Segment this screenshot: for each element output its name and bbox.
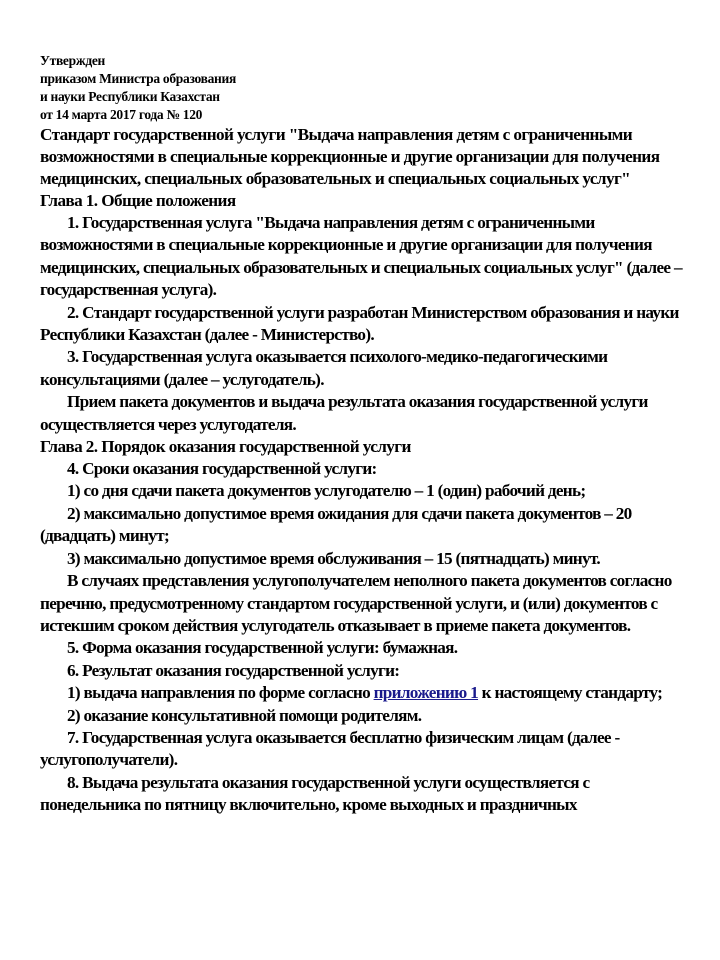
- paragraph-4-note: В случаях представления услугополучателем неполного пакета документов согласно перечню, предусмотренному стандартом государственной услуги, и (или) документов с истекшим сроком действия услугодатель отказывает в приеме пакета документов.: [40, 571, 672, 635]
- approval-date: от 14 марта 2017 года № 120: [40, 107, 203, 122]
- document-page: [40, 52, 690, 817]
- approval-line: приказом Министра образования: [40, 71, 237, 86]
- paragraph-3-note: Прием пакета документов и выдача результата оказания государственной услуги осуществляется через услугодателя.: [40, 392, 648, 434]
- paragraph-3: 3. Государственная услуга оказывается психолого-медико-педагогическими консультациями (далее – услугодатель).: [40, 347, 608, 389]
- appendix-1-link[interactable]: приложению 1: [373, 683, 479, 703]
- paragraph-1: 1. Государственная услуга "Выдача направления детям с ограниченными возможностями в специальные коррекционные и другие организации для получения медицинских, специальных образовательных и специальных социальных услуг" (далее – государственная услуга).: [40, 213, 682, 300]
- paragraph-4-item-1: 1) со дня сдачи пакета документов услугодателю – 1 (один) рабочий день;: [67, 481, 586, 501]
- paragraph-8: 8. Выдача результата оказания государственной услуги осуществляется с понедельника по пятницу включительно, кроме выходных и праздничных: [40, 772, 590, 815]
- paragraph-6: 6. Результат оказания государственной услуги:: [67, 660, 400, 680]
- approval-line: Утвержден: [40, 53, 106, 68]
- text-segment: к настоящему стандарту;: [478, 683, 663, 703]
- chapter-2-heading: Глава 2. Порядок оказания государственной услуги: [40, 437, 411, 457]
- document-title: Стандарт государственной услуги "Выдача направления детям с ограниченными возможностями в специальные коррекционные и другие организации для получения медицинских, специальных образовательных и специальных социальных услуг": [40, 125, 660, 188]
- paragraph-6-item-1: [40, 682, 690, 704]
- approval-block: [40, 52, 690, 124]
- paragraph-2: 2. Стандарт государственной услуги разработан Министерством образования и науки Республики Казахстан (далее - Министерство).: [40, 302, 679, 345]
- paragraph-7: 7. Государственная услуга оказывается бесплатно физическим лицам (далее - услугополучатели).: [40, 727, 620, 770]
- paragraph-6-item-2: 2) оказание консультативной помощи родителям.: [67, 705, 422, 725]
- chapter-1-heading: Глава 1. Общие положения: [40, 191, 236, 210]
- paragraph-4: 4. Сроки оказания государственной услуги:: [67, 459, 377, 479]
- approval-line: и науки Республики Казахстан: [40, 89, 220, 104]
- text-segment: 1) выдача направления по форме согласно: [67, 683, 374, 703]
- paragraph-5: 5. Форма оказания государственной услуги: бумажная.: [67, 638, 458, 658]
- paragraph-4-item-3: 3) максимально допустимое время обслуживания – 15 (пятнадцать) минут.: [67, 548, 600, 568]
- paragraph-4-item-2: 2) максимально допустимое время ожидания для сдачи пакета документов – 20 (двадцать) минут;: [40, 503, 632, 546]
